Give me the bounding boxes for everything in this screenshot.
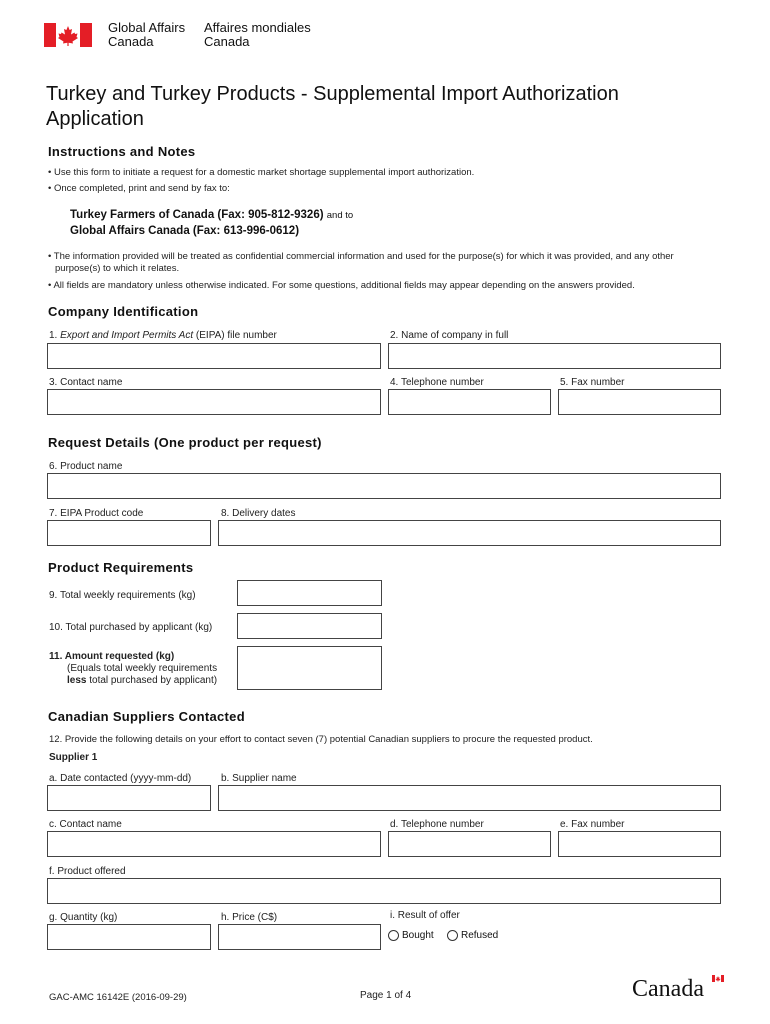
page-title <box>46 82 736 134</box>
fax-input[interactable] <box>558 389 721 415</box>
title-line3-partial <box>46 132 736 134</box>
supplier-name-label: b. Supplier name <box>221 773 297 784</box>
quantity-input[interactable] <box>47 924 211 950</box>
request-heading: Request Details (One product per request) <box>48 435 322 450</box>
product-name-label: 6. Product name <box>49 461 123 472</box>
product-req-heading: Product Requirements <box>48 560 194 575</box>
canada-wordmark-text: Canada <box>632 976 704 1002</box>
eipa-file-label: 1. Export and Import Permits Act (EIPA) file number <box>49 330 277 341</box>
product-offered-label: f. Product offered <box>49 866 126 877</box>
dept-name-fr-line2: Canada <box>204 34 250 49</box>
form-code: GAC-AMC 16142E (2016-09-29) <box>49 992 187 1003</box>
fax-and-to: and to <box>326 210 354 221</box>
fax-tfc: Turkey Farmers of Canada (Fax: 905-812-9326) <box>70 209 324 221</box>
fax-gac: Global Affairs Canada (Fax: 613-996-0612) <box>70 225 300 237</box>
dept-name-en-line1: Global Affairs <box>108 20 186 35</box>
dept-name-fr-line1: Affaires mondiales <box>204 20 311 35</box>
supplier-telephone-input[interactable] <box>388 831 551 857</box>
refused-radio[interactable] <box>447 930 458 941</box>
supplier-1-label: Supplier 1 <box>49 752 98 763</box>
amount-requested-note-1: (Equals total weekly requirements <box>67 663 218 674</box>
result-of-offer-label: i. Result of offer <box>390 910 460 921</box>
canada-wordmark <box>632 974 727 1004</box>
supplier-name-input[interactable] <box>218 785 721 811</box>
page-number: Page 1 of 4 <box>360 990 412 1001</box>
instruction-bullet-4: • All fields are mandatory unless otherwise indicated. For some questions, additional fields may appear depending on the answers provided. <box>48 280 635 291</box>
eipa-product-code-input[interactable] <box>47 520 211 546</box>
quantity-label: g. Quantity (kg) <box>49 912 118 923</box>
instruction-bullet-2: • Once completed, print and send by fax to: <box>48 183 230 194</box>
bought-radio-option[interactable] <box>388 930 434 941</box>
total-purchased-label: 10. Total purchased by applicant (kg) <box>49 622 213 633</box>
instructions-heading: Instructions and Notes <box>48 144 196 159</box>
telephone-input[interactable] <box>388 389 551 415</box>
date-contacted-input[interactable] <box>47 785 211 811</box>
refused-radio-label: Refused <box>461 930 499 941</box>
total-purchased-input[interactable] <box>237 613 382 639</box>
telephone-label: 4. Telephone number <box>390 377 484 388</box>
product-name-input[interactable] <box>47 473 721 499</box>
contact-name-label: 3. Contact name <box>49 377 123 388</box>
eipa-product-code-label: 7. EIPA Product code <box>49 508 144 519</box>
fax-label: 5. Fax number <box>560 377 625 388</box>
amount-requested-label: 11. Amount requested (kg) <box>49 651 175 662</box>
company-name-label: 2. Name of company in full <box>390 330 509 341</box>
suppliers-instructions: 12. Provide the following details on your effort to contact seven (7) potential Canadian suppliers to procure the requested product. <box>49 734 593 745</box>
weekly-req-input[interactable] <box>237 580 382 606</box>
supplier-fax-label: e. Fax number <box>560 819 625 830</box>
title-line1: Turkey and Turkey Products - Supplemental Import Authorization <box>46 83 619 105</box>
fax-line-1 <box>70 209 353 221</box>
supplier-contact-input[interactable] <box>47 831 381 857</box>
date-contacted-label: a. Date contacted (yyyy-mm-dd) <box>49 773 192 784</box>
product-offered-input[interactable] <box>47 878 721 904</box>
refused-radio-option[interactable] <box>447 930 498 941</box>
weekly-req-label: 9. Total weekly requirements (kg) <box>49 590 196 601</box>
title-line2: Application <box>46 108 144 130</box>
instruction-bullet-3: • The information provided will be treated as confidential commercial information and used for the purpose(s) for which it was provided, and any other <box>48 251 674 262</box>
canada-flag-icon <box>44 23 92 47</box>
bought-radio-label: Bought <box>402 930 434 941</box>
price-input[interactable] <box>218 924 381 950</box>
company-name-input[interactable] <box>388 343 721 369</box>
company-heading: Company Identification <box>48 304 199 319</box>
amount-requested-input[interactable] <box>237 646 382 690</box>
suppliers-heading: Canadian Suppliers Contacted <box>48 709 245 724</box>
price-label: h. Price (C$) <box>221 912 278 923</box>
supplier-fax-input[interactable] <box>558 831 721 857</box>
instruction-bullet-3-cont: purpose(s) to which it relates. <box>55 263 180 274</box>
amount-requested-note-2: less total purchased by applicant) <box>67 675 218 686</box>
instruction-bullet-1: • Use this form to initiate a request for a domestic market shortage supplemental import authorization. <box>48 167 475 178</box>
bought-radio[interactable] <box>388 930 399 941</box>
dept-name-en-line2: Canada <box>108 34 154 49</box>
supplier-contact-label: c. Contact name <box>49 819 122 830</box>
eipa-file-input[interactable] <box>47 343 381 369</box>
wordmark-flag-icon <box>712 975 724 982</box>
delivery-dates-input[interactable] <box>218 520 721 546</box>
contact-name-input[interactable] <box>47 389 381 415</box>
delivery-dates-label: 8. Delivery dates <box>221 508 296 519</box>
supplier-telephone-label: d. Telephone number <box>390 819 484 830</box>
